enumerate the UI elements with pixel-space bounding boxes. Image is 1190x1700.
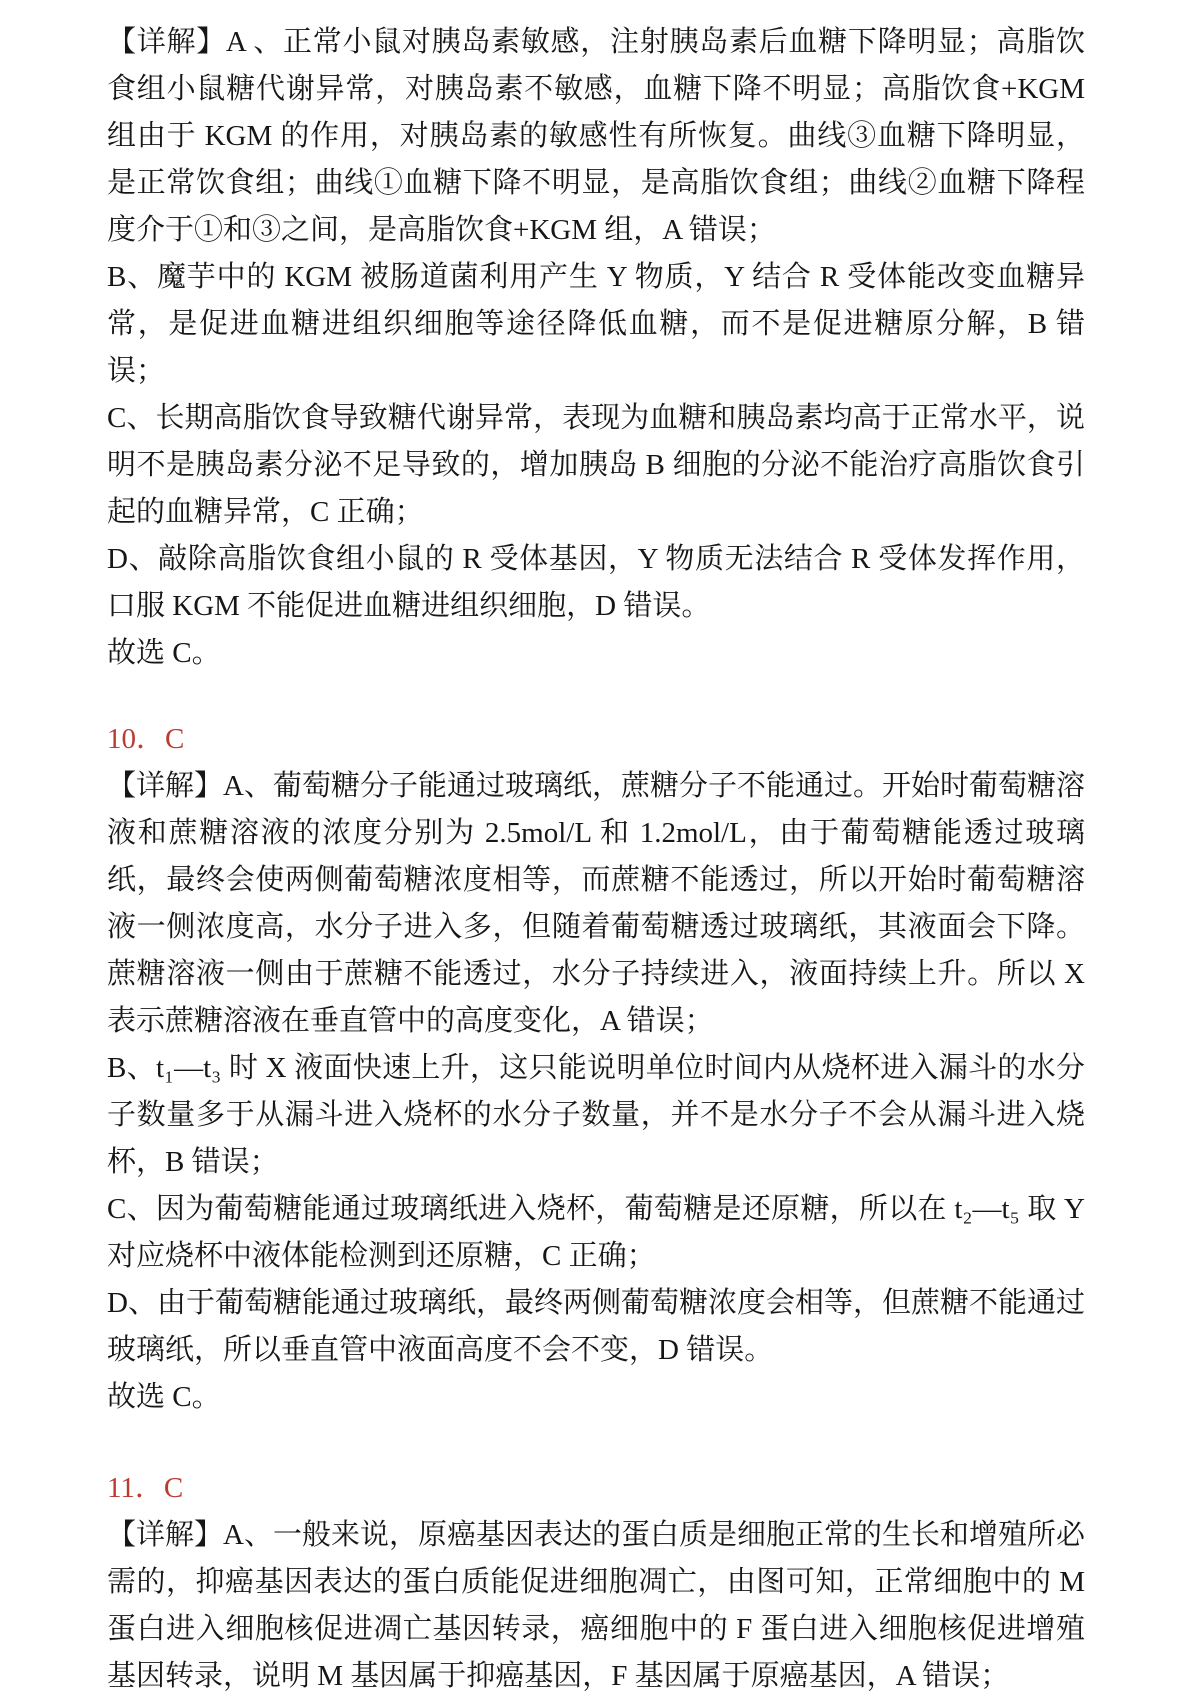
answer-explanation-block-9 [107, 19, 1085, 677]
answer-conclusion: 故选 C。 [107, 637, 221, 669]
explanation-paragraph-c: C、因为葡萄糖能通过玻璃纸进入烧杯，葡萄糖是还原糖，所以在 t₂—t₅ 取 Y 对应烧杯中液体能检测到还原糖，C 正确； [107, 1193, 1085, 1272]
answer-conclusion: 故选 C。 [107, 1381, 221, 1413]
explanation-paragraph-d: D、由于葡萄糖能通过玻璃纸，最终两侧葡萄糖浓度会相等，但蔗糖不能通过玻璃纸，所以垂直管中液面高度不会不变，D 错误。 [107, 1287, 1085, 1366]
explanation-paragraph-a: 【详解】A 、正常小鼠对胰岛素敏感，注射胰岛素后血糖下降明显；高脂饮食组小鼠糖代谢异常，对胰岛素不敏感，血糖下降不明显；高脂饮食+KGM 组由于 KGM 的作用，对胰岛素的敏感性有所恢复。曲线③血糖下降明显，是正常饮食组；曲线①血糖下降不明显，是高脂饮食组；曲线②血糖下降程度介于①和③之间，是高脂饮食+KGM 组，A 错误； [107, 26, 1085, 246]
answer-number-10: 10．C [107, 723, 185, 755]
answer-number-11: 11．C [107, 1472, 184, 1504]
explanation-paragraph-c: C、长期高脂饮食导致糖代谢异常，表现为血糖和胰岛素均高于正常水平，说明不是胰岛素分泌不足导致的，增加胰岛 B 细胞的分泌不能治疗高脂饮食引起的血糖异常，C 正确； [107, 402, 1085, 528]
answer-explanation-block-10 [107, 716, 1085, 1421]
explanation-paragraph-b: B、魔芋中的 KGM 被肠道菌利用产生 Y 物质，Y 结合 R 受体能改变血糖异常，是促进血糖进组织细胞等途径降低血糖，而不是促进糖原分解，B 错误； [107, 261, 1085, 387]
explanation-paragraph-a: 【详解】A、一般来说，原癌基因表达的蛋白质是细胞正常的生长和增殖所必需的，抑癌基因表达的蛋白质能促进细胞凋亡，由图可知，正常细胞中的 M 蛋白进入细胞核促进凋亡基因转录，癌细胞中的 F 蛋白进入细胞核促进增殖基因转录，说明 M 基因属于抑癌基因，F 基因属于原癌基因，A 错误； [107, 1519, 1085, 1692]
answer-explanation-block-11 [107, 1465, 1085, 1700]
explanation-paragraph-a: 【详解】A、葡萄糖分子能通过玻璃纸，蔗糖分子不能通过。开始时葡萄糖溶液和蔗糖溶液的浓度分别为 2.5mol/L 和 1.2mol/L，由于葡萄糖能透过玻璃纸，最终会使两侧葡萄糖浓度相等，而蔗糖不能透过，所以开始时葡萄糖溶液一侧浓度高，水分子进入多，但随着葡萄糖透过玻璃纸，其液面会下降。蔗糖溶液一侧由于蔗糖不能透过，水分子持续进入，液面持续上升。所以 X 表示蔗糖溶液在垂直管中的高度变化，A 错误； [107, 770, 1085, 1037]
explanation-paragraph-b: B、t₁—t₃ 时 X 液面快速上升，这只能说明单位时间内从烧杯进入漏斗的水分子数量多于从漏斗进入烧杯的水分子数量，并不是水分子不会从漏斗进入烧杯，B 错误； [107, 1052, 1085, 1178]
explanation-paragraph-d: D、敲除高脂饮食组小鼠的 R 受体基因，Y 物质无法结合 R 受体发挥作用，口服 KGM 不能促进血糖进组织细胞，D 错误。 [107, 543, 1085, 622]
